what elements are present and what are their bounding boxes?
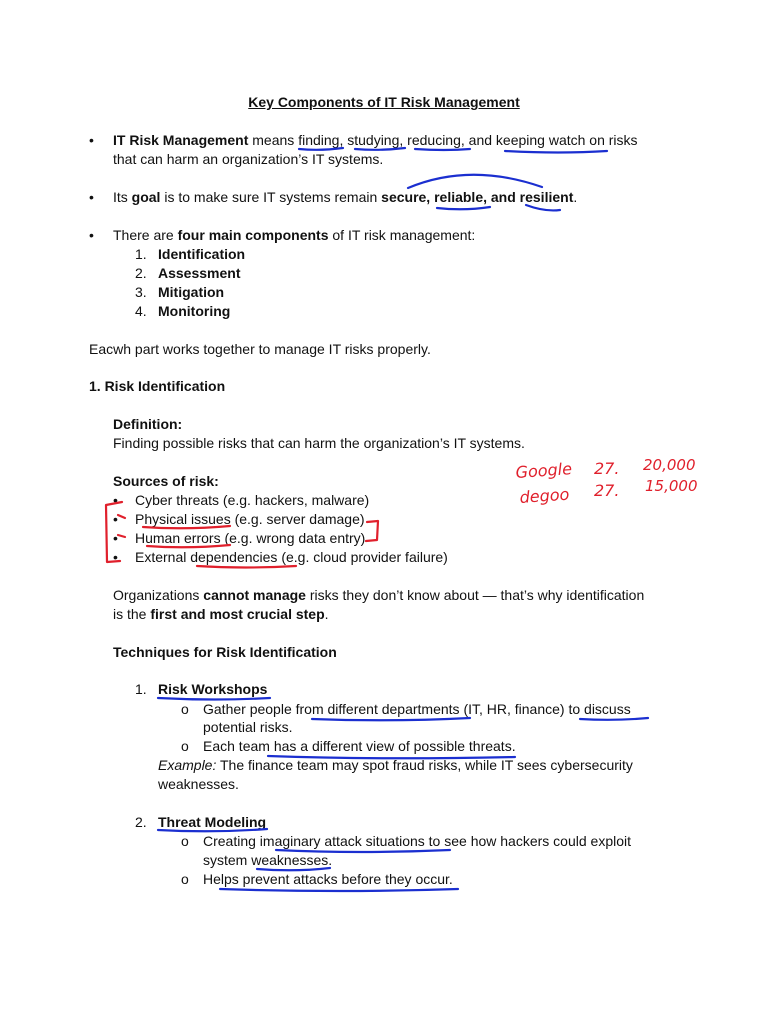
technique-name: Threat Modeling bbox=[158, 814, 267, 830]
handwritten-word-1: Google bbox=[514, 459, 573, 482]
section-heading: 1. Risk Identification bbox=[89, 378, 226, 394]
tick-physical bbox=[118, 515, 125, 518]
underline-helps-prevent bbox=[220, 889, 458, 891]
component-num: 2. bbox=[135, 265, 147, 281]
technique-point-line2: potential risks. bbox=[203, 719, 293, 735]
component-num: 1. bbox=[135, 246, 147, 262]
component-label: Monitoring bbox=[158, 303, 231, 319]
handwritten-word-2: degoo bbox=[518, 484, 570, 507]
bullet-2-text: Its goal is to make sure IT systems remain secure, reliable, and resilient. bbox=[113, 189, 578, 205]
technique-point-line2: system weaknesses. bbox=[203, 852, 333, 868]
sources-label: Sources of risk: bbox=[113, 473, 219, 489]
handwritten-pct-2: 27. bbox=[594, 481, 620, 500]
sub-bullet-marker: o bbox=[181, 871, 189, 887]
source-item: External dependencies (e.g. cloud provider failure) bbox=[135, 549, 448, 565]
technique-point: Helps prevent attacks before they occur. bbox=[203, 871, 453, 887]
source-item: Physical issues (e.g. server damage) bbox=[135, 511, 365, 527]
component-label: Assessment bbox=[158, 265, 241, 281]
handwritten-pct-1: 27. bbox=[594, 459, 620, 478]
underline-keeping-watch bbox=[505, 151, 607, 153]
component-label: Identification bbox=[158, 246, 246, 262]
technique-point: Each team has a different view of possible threats. bbox=[203, 738, 516, 754]
source-marker: • bbox=[113, 492, 118, 508]
bullet-1-text-line2: that can harm an organization’s IT systems. bbox=[113, 151, 384, 167]
source-marker: • bbox=[113, 530, 118, 546]
technique-num: 2. bbox=[135, 814, 147, 830]
bullet-2-marker: • bbox=[89, 189, 94, 205]
cannot-manage-text: Organizations cannot manage risks they don’t know about — that’s why identification bbox=[113, 587, 645, 603]
technique-point: Creating imaginary attack situations to see how hackers could exploit bbox=[203, 833, 631, 849]
tick-human bbox=[118, 535, 125, 537]
source-marker: • bbox=[113, 549, 118, 565]
example-text: Example: The finance team may spot fraud risks, while IT sees cybersecurity bbox=[158, 757, 633, 773]
technique-point: Gather people from different departments (IT, HR, finance) to discuss bbox=[203, 701, 631, 717]
example-text-line2: weaknesses. bbox=[158, 776, 239, 792]
handwritten-num-1: 20,000 bbox=[643, 456, 696, 474]
arc-over-secure-resilient bbox=[408, 175, 542, 188]
sub-bullet-marker: o bbox=[181, 833, 189, 849]
technique-num: 1. bbox=[135, 681, 147, 697]
definition-text: Finding possible risks that can harm the organization’s IT systems. bbox=[113, 435, 525, 451]
source-marker: • bbox=[113, 511, 118, 527]
handwritten-num-2: 15,000 bbox=[645, 477, 698, 495]
together-text: Eacwh part works together to manage IT risks properly. bbox=[89, 341, 431, 357]
cannot-manage-text-line2: is the first and most crucial step. bbox=[113, 606, 329, 622]
bullet-1-text: IT Risk Management means finding, studying, reducing, and keeping watch on risks bbox=[113, 132, 638, 148]
source-item: Human errors (e.g. wrong data entry) bbox=[135, 530, 366, 546]
right-bracket bbox=[366, 521, 378, 541]
sub-bullet-marker: o bbox=[181, 701, 189, 717]
bullet-1-marker: • bbox=[89, 132, 94, 148]
technique-name: Risk Workshops bbox=[158, 681, 268, 697]
techniques-heading: Techniques for Risk Identification bbox=[113, 644, 337, 660]
source-item: Cyber threats (e.g. hackers, malware) bbox=[135, 492, 370, 508]
sub-bullet-marker: o bbox=[181, 738, 189, 754]
component-num: 3. bbox=[135, 284, 147, 300]
component-num: 4. bbox=[135, 303, 147, 319]
underline-reliable bbox=[437, 207, 490, 209]
definition-label: Definition: bbox=[113, 416, 183, 432]
page-title: Key Components of IT Risk Management bbox=[248, 94, 520, 110]
bullet-3-marker: • bbox=[89, 227, 94, 243]
bullet-3-text: There are four main components of IT risk management: bbox=[113, 227, 476, 243]
component-label: Mitigation bbox=[158, 284, 225, 300]
